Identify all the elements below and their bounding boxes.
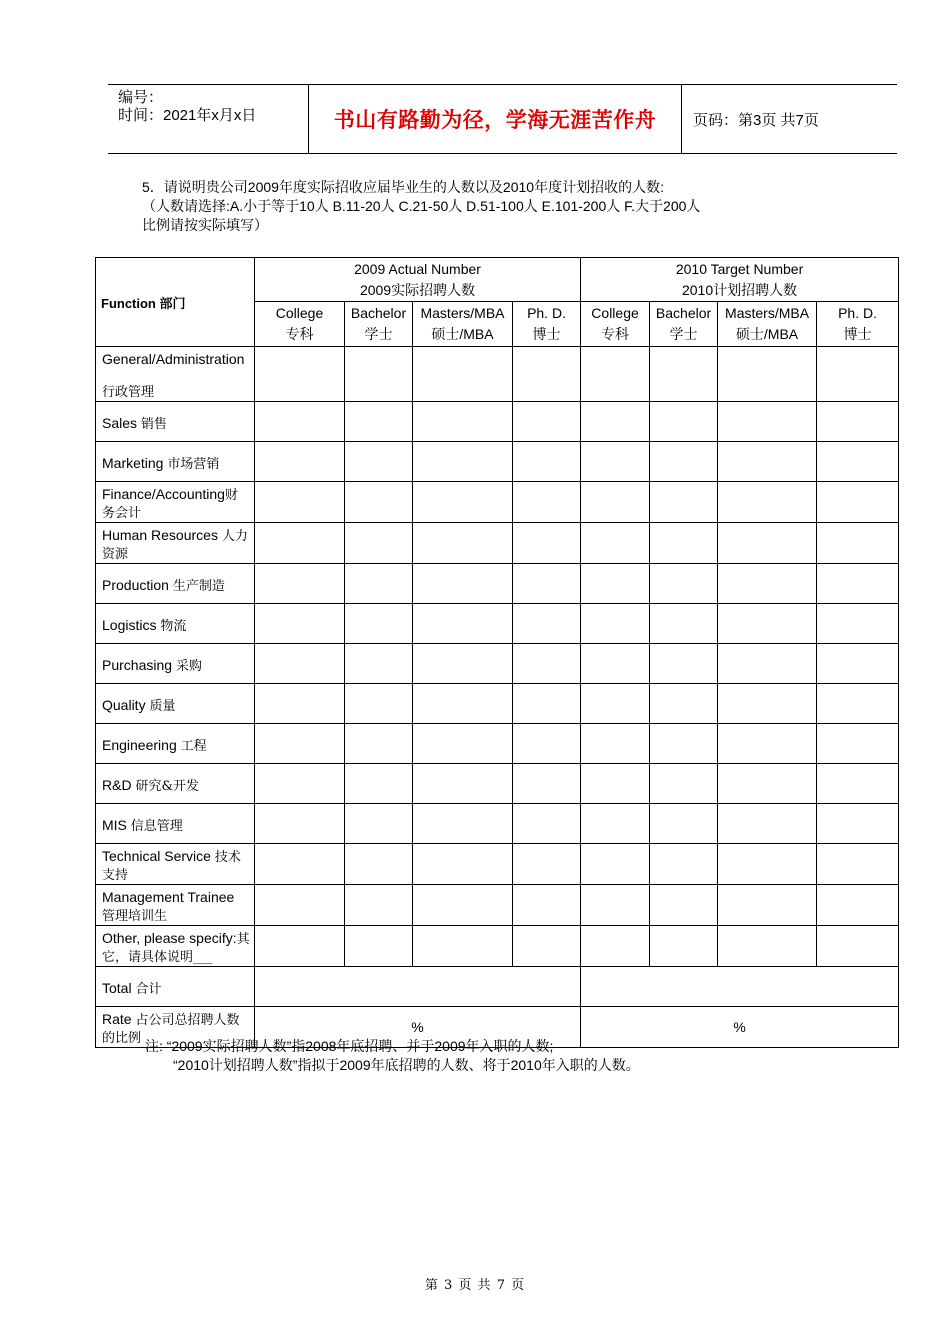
input-cell[interactable] — [817, 482, 899, 523]
input-cell[interactable] — [650, 523, 718, 564]
table-row — [96, 442, 899, 482]
input-cell[interactable] — [650, 844, 718, 885]
input-cell[interactable] — [650, 347, 718, 402]
input-cell[interactable] — [817, 724, 899, 764]
input-cell[interactable] — [255, 724, 345, 764]
input-cell[interactable] — [513, 402, 581, 442]
input-cell[interactable] — [513, 523, 581, 564]
input-cell[interactable] — [718, 482, 817, 523]
input-cell[interactable] — [513, 564, 581, 604]
input-cell[interactable] — [817, 684, 899, 724]
page-footer: 第 3 页 共 7 页 — [424, 1278, 526, 1293]
total-2010-cell[interactable] — [581, 967, 899, 1007]
input-cell[interactable] — [345, 523, 413, 564]
input-cell[interactable] — [718, 684, 817, 724]
input-cell[interactable] — [817, 442, 899, 482]
input-cell[interactable] — [513, 482, 581, 523]
degree-header-2010-2: Masters/MBA 硕士/MBA — [718, 302, 817, 347]
function-label: Human Resources 人力资源 — [96, 523, 255, 564]
input-cell[interactable] — [817, 523, 899, 564]
input-cell[interactable] — [413, 347, 513, 402]
degree-header-2010-0: College 专科 — [581, 302, 650, 347]
input-cell[interactable] — [513, 844, 581, 885]
input-cell[interactable] — [650, 644, 718, 684]
input-cell[interactable] — [581, 482, 650, 523]
input-cell[interactable] — [513, 644, 581, 684]
input-cell[interactable] — [255, 684, 345, 724]
group-header-2009: 2009 Actual Number 2009实际招聘人数 — [255, 258, 581, 302]
table-row — [96, 564, 899, 604]
table-row — [96, 684, 899, 724]
function-label: Sales 销售 — [96, 402, 255, 442]
input-cell[interactable] — [413, 482, 513, 523]
input-cell[interactable] — [718, 644, 817, 684]
input-cell[interactable] — [513, 926, 581, 967]
recruitment-table — [95, 257, 899, 1048]
input-cell[interactable] — [413, 523, 513, 564]
input-cell[interactable] — [513, 442, 581, 482]
table-row — [96, 523, 899, 564]
table-row — [96, 604, 899, 644]
question-line-1: 5．请说明贵公司2009年度实际招收应届毕业生的人数以及2010年度计划招收的人数: — [142, 179, 664, 195]
input-cell[interactable] — [650, 442, 718, 482]
input-cell[interactable] — [718, 764, 817, 804]
input-cell[interactable] — [817, 347, 899, 402]
input-cell[interactable] — [345, 926, 413, 967]
input-cell[interactable] — [718, 844, 817, 885]
input-cell[interactable] — [413, 844, 513, 885]
input-cell[interactable] — [345, 804, 413, 844]
table-row — [96, 844, 899, 885]
input-cell[interactable] — [581, 564, 650, 604]
input-cell[interactable] — [817, 644, 899, 684]
function-label: Purchasing 采购 — [96, 644, 255, 684]
function-label: Quality 质量 — [96, 684, 255, 724]
function-header: Function 部门 — [96, 258, 255, 347]
input-cell[interactable] — [581, 644, 650, 684]
rate-label: Rate 占公司总招聘人数的比例 — [96, 1007, 255, 1048]
input-cell[interactable] — [255, 604, 345, 644]
input-cell[interactable] — [255, 644, 345, 684]
function-label: R&D 研究&开发 — [96, 764, 255, 804]
number-label: 编号： — [118, 89, 164, 106]
table-row — [96, 402, 899, 442]
group-header-2010: 2010 Target Number 2010计划招聘人数 — [581, 258, 899, 302]
input-cell[interactable] — [513, 724, 581, 764]
footnote-line-1: 注: “2009实际招聘人数”指2008年底招聘、并于2009年入职的人数; — [145, 1038, 554, 1054]
input-cell[interactable] — [718, 523, 817, 564]
function-label: Other, please specify:其它，请具体说明___ — [96, 926, 255, 967]
input-cell[interactable] — [817, 402, 899, 442]
question-text — [142, 178, 700, 235]
function-label: Production 生产制造 — [96, 564, 255, 604]
input-cell[interactable] — [345, 885, 413, 926]
input-cell[interactable] — [513, 804, 581, 844]
function-label: Finance/Accounting财务会计 — [96, 482, 255, 523]
question-line-3: 比例请按实际填写） — [142, 217, 268, 233]
input-cell[interactable] — [413, 684, 513, 724]
input-cell[interactable] — [650, 885, 718, 926]
input-cell[interactable] — [413, 764, 513, 804]
time-label: 时间：2021年x月x日 — [118, 107, 257, 124]
input-cell[interactable] — [345, 604, 413, 644]
input-cell[interactable] — [345, 347, 413, 402]
input-cell[interactable] — [513, 684, 581, 724]
input-cell[interactable] — [817, 844, 899, 885]
total-label: Total 合计 — [96, 967, 255, 1007]
header-motto-cell — [309, 85, 682, 153]
input-cell[interactable] — [581, 804, 650, 844]
input-cell[interactable] — [255, 844, 345, 885]
degree-header-2009-1: Bachelor 学士 — [345, 302, 413, 347]
input-cell[interactable] — [413, 604, 513, 644]
input-cell[interactable] — [345, 844, 413, 885]
input-cell[interactable] — [650, 724, 718, 764]
input-cell[interactable] — [581, 885, 650, 926]
input-cell[interactable] — [413, 442, 513, 482]
input-cell[interactable] — [413, 804, 513, 844]
table-row — [96, 482, 899, 523]
total-2009-cell[interactable] — [255, 967, 581, 1007]
table-row — [96, 926, 899, 967]
input-cell[interactable] — [817, 926, 899, 967]
input-cell[interactable] — [718, 564, 817, 604]
input-cell[interactable] — [718, 926, 817, 967]
input-cell[interactable] — [650, 684, 718, 724]
input-cell[interactable] — [718, 402, 817, 442]
degree-header-2010-3: Ph. D. 博士 — [817, 302, 899, 347]
function-label: Marketing 市场营销 — [96, 442, 255, 482]
question-line-2: （人数请选择:A.小于等于10人 B.11-20人 C.21-50人 D.51-100人 E.101-200人 F.大于200人 — [142, 198, 701, 214]
header-page-cell — [683, 85, 897, 153]
input-cell[interactable] — [513, 347, 581, 402]
table-row — [96, 885, 899, 926]
input-cell[interactable] — [255, 442, 345, 482]
input-cell[interactable] — [345, 764, 413, 804]
input-cell[interactable] — [513, 764, 581, 804]
input-cell[interactable] — [255, 926, 345, 967]
motto: 书山有路勤为径，学海无涯苦作舟 — [333, 108, 657, 132]
table-row — [96, 347, 899, 402]
table-row — [96, 724, 899, 764]
input-cell[interactable] — [718, 804, 817, 844]
input-cell[interactable] — [581, 347, 650, 402]
input-cell[interactable] — [650, 926, 718, 967]
input-cell[interactable] — [581, 764, 650, 804]
degree-header-2009-3: Ph. D. 博士 — [513, 302, 581, 347]
input-cell[interactable] — [581, 523, 650, 564]
input-cell[interactable] — [718, 347, 817, 402]
table-row — [96, 644, 899, 684]
input-cell[interactable] — [513, 604, 581, 644]
input-cell[interactable] — [255, 402, 345, 442]
input-cell[interactable] — [581, 724, 650, 764]
input-cell[interactable] — [345, 644, 413, 684]
degree-header-2010-1: Bachelor 学士 — [650, 302, 718, 347]
input-cell[interactable] — [255, 523, 345, 564]
input-cell[interactable] — [650, 804, 718, 844]
input-cell[interactable] — [413, 724, 513, 764]
rate-2009-cell[interactable]: % — [255, 1007, 581, 1048]
input-cell[interactable] — [581, 604, 650, 644]
input-cell[interactable] — [255, 482, 345, 523]
input-cell[interactable] — [513, 885, 581, 926]
input-cell[interactable] — [581, 442, 650, 482]
input-cell[interactable] — [718, 885, 817, 926]
input-cell[interactable] — [581, 402, 650, 442]
input-cell[interactable] — [255, 564, 345, 604]
input-cell[interactable] — [718, 724, 817, 764]
degree-header-2009-2: Masters/MBA 硕士/MBA — [413, 302, 513, 347]
document-header — [108, 84, 897, 154]
footnote-line-2: “2010计划招聘人数”指拟于2009年底招聘的人数、将于2010年入职的人数。 — [173, 1057, 640, 1073]
input-cell[interactable] — [345, 684, 413, 724]
function-label: MIS 信息管理 — [96, 804, 255, 844]
function-label: Management Trainee 管理培训生 — [96, 885, 255, 926]
table-row — [96, 764, 899, 804]
input-cell[interactable] — [581, 684, 650, 724]
input-cell[interactable] — [718, 604, 817, 644]
rate-2010-cell[interactable]: % — [581, 1007, 899, 1048]
input-cell[interactable] — [345, 482, 413, 523]
input-cell[interactable] — [650, 604, 718, 644]
input-cell[interactable] — [345, 724, 413, 764]
input-cell[interactable] — [413, 644, 513, 684]
page-info: 页码：第3页 共7页 — [693, 111, 819, 129]
footnote — [145, 1037, 640, 1075]
degree-header-2009-0: College 专科 — [255, 302, 345, 347]
input-cell[interactable] — [817, 764, 899, 804]
input-cell[interactable] — [255, 347, 345, 402]
input-cell[interactable] — [817, 604, 899, 644]
input-cell[interactable] — [650, 482, 718, 523]
function-label: General/Administration 行政管理 — [96, 347, 255, 402]
function-label: Engineering 工程 — [96, 724, 255, 764]
input-cell[interactable] — [413, 885, 513, 926]
header-meta-cell — [108, 85, 309, 153]
input-cell[interactable] — [817, 885, 899, 926]
input-cell[interactable] — [817, 564, 899, 604]
input-cell[interactable] — [650, 764, 718, 804]
input-cell[interactable] — [413, 926, 513, 967]
input-cell[interactable] — [255, 764, 345, 804]
function-label: Technical Service 技术支持 — [96, 844, 255, 885]
input-cell[interactable] — [345, 402, 413, 442]
input-cell[interactable] — [345, 442, 413, 482]
input-cell[interactable] — [817, 804, 899, 844]
input-cell[interactable] — [413, 402, 513, 442]
input-cell[interactable] — [255, 885, 345, 926]
input-cell[interactable] — [413, 564, 513, 604]
input-cell[interactable] — [650, 402, 718, 442]
function-label: Logistics 物流 — [96, 604, 255, 644]
input-cell[interactable] — [255, 804, 345, 844]
input-cell[interactable] — [718, 442, 817, 482]
input-cell[interactable] — [581, 844, 650, 885]
table-row — [96, 804, 899, 844]
input-cell[interactable] — [581, 926, 650, 967]
input-cell[interactable] — [345, 564, 413, 604]
input-cell[interactable] — [650, 564, 718, 604]
